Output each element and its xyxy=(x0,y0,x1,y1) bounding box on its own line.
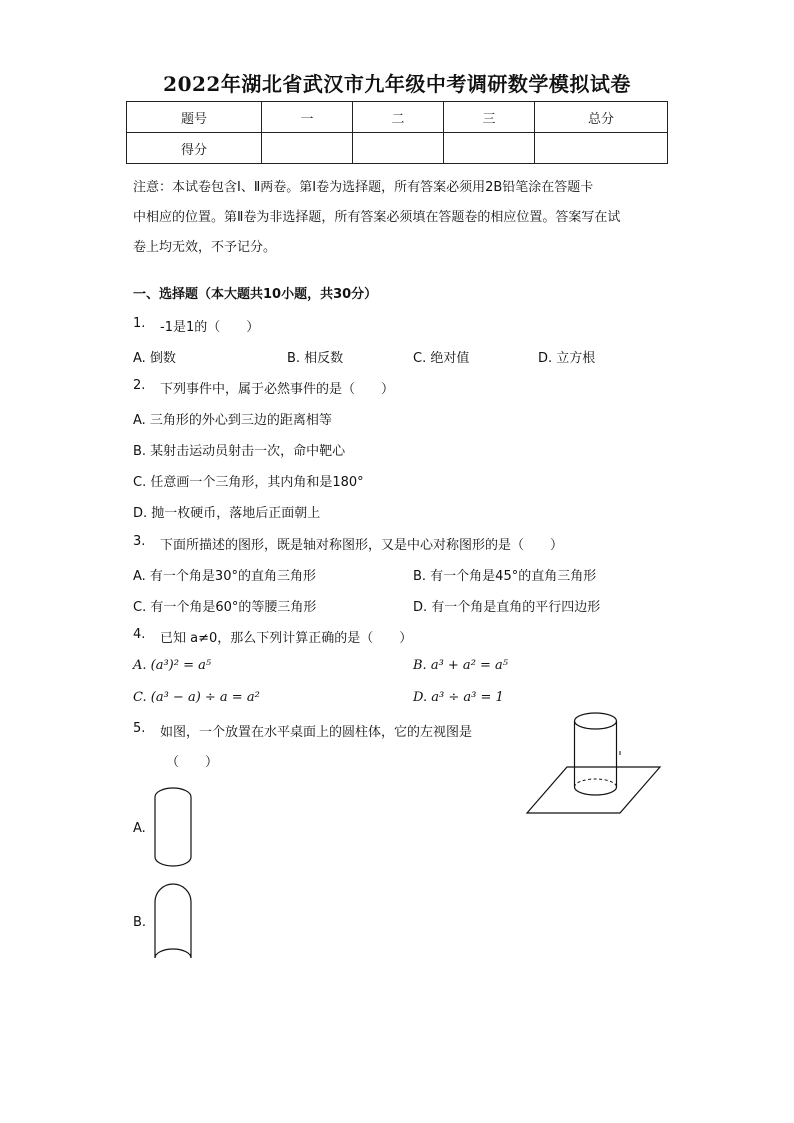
notice-line: 注意：本试卷包含Ⅰ、Ⅱ两卷。第Ⅰ卷为选择题，所有答案必须用2B铅笔涂在答题卡 xyxy=(133,180,594,195)
notice-line: 卷上均无效，不予记分。 xyxy=(133,240,277,255)
option-d: D. 有一个角是直角的平行四边形 xyxy=(413,600,601,615)
question-stem: 如图，一个放置在水平桌面上的圆柱体，它的左视图是 xyxy=(160,725,473,740)
section-heading: 一、选择题（本大题共10小题，共30分） xyxy=(133,287,378,302)
question-number: 4. xyxy=(133,627,146,642)
option-a-figure xyxy=(150,785,195,870)
table-row xyxy=(127,133,668,164)
notice-line: 中相应的位置。第Ⅱ卷为非选择题，所有答案必须填在答题卷的相应位置。答案写在试 xyxy=(133,210,621,225)
option-a: A. xyxy=(133,821,146,836)
table-cell xyxy=(535,133,668,164)
option-d: D. 抛一枚硬币，落地后正面朝上 xyxy=(133,506,321,521)
table-cell: 二 xyxy=(353,102,444,133)
question-number: 5. xyxy=(133,721,146,736)
option-a: A. 倒数 xyxy=(133,351,176,366)
option-a: A. 三角形的外心到三边的距离相等 xyxy=(133,413,332,428)
option-b: B. 某射击运动员射击一次，命中靶心 xyxy=(133,444,346,459)
option-b: B. a³ + a² = a⁵ xyxy=(413,658,509,673)
question-stem: 已知 a≠0，那么下列计算正确的是（ ） xyxy=(160,631,413,646)
option-d: D. a³ ÷ a³ = 1 xyxy=(413,690,504,705)
table-cell: 一 xyxy=(262,102,353,133)
option-b: B. xyxy=(133,915,147,930)
question-stem: -1是1的（ ） xyxy=(160,320,260,335)
table-row xyxy=(127,102,668,133)
question-number: 3. xyxy=(133,534,146,549)
table-cell: 题号 xyxy=(127,102,262,133)
question-stem: 下列事件中，属于必然事件的是（ ） xyxy=(160,382,395,397)
table-cell: 得分 xyxy=(127,133,262,164)
question-number: 2. xyxy=(133,378,146,393)
cylinder-on-table-figure xyxy=(520,705,665,820)
table-cell: 三 xyxy=(444,102,535,133)
option-c: C. 有一个角是60°的等腰三角形 xyxy=(133,600,317,615)
option-c: C. (a³ − a) ÷ a = a² xyxy=(133,690,260,705)
table-cell: 总分 xyxy=(535,102,668,133)
table-cell xyxy=(262,133,353,164)
option-b: B. 相反数 xyxy=(287,351,344,366)
option-b: B. 有一个角是45°的直角三角形 xyxy=(413,569,597,584)
page-title: 2022年湖北省武汉市九年级中考调研数学模拟试卷 xyxy=(163,72,631,96)
question-number: 1. xyxy=(133,316,146,331)
option-b-figure xyxy=(150,880,195,965)
option-a: A. (a³)² = a⁵ xyxy=(133,658,212,673)
option-c: C. 任意画一个三角形，其内角和是180° xyxy=(133,475,364,490)
table-cell xyxy=(353,133,444,164)
table-cell xyxy=(444,133,535,164)
option-c: C. 绝对值 xyxy=(413,351,470,366)
option-a: A. 有一个角是30°的直角三角形 xyxy=(133,569,316,584)
question-stem: 下面所描述的图形，既是轴对称图形，又是中心对称图形的是（ ） xyxy=(160,538,564,553)
answer-paren: （ ） xyxy=(166,755,219,770)
option-d: D. 立方根 xyxy=(538,351,596,366)
score-table xyxy=(126,101,668,164)
